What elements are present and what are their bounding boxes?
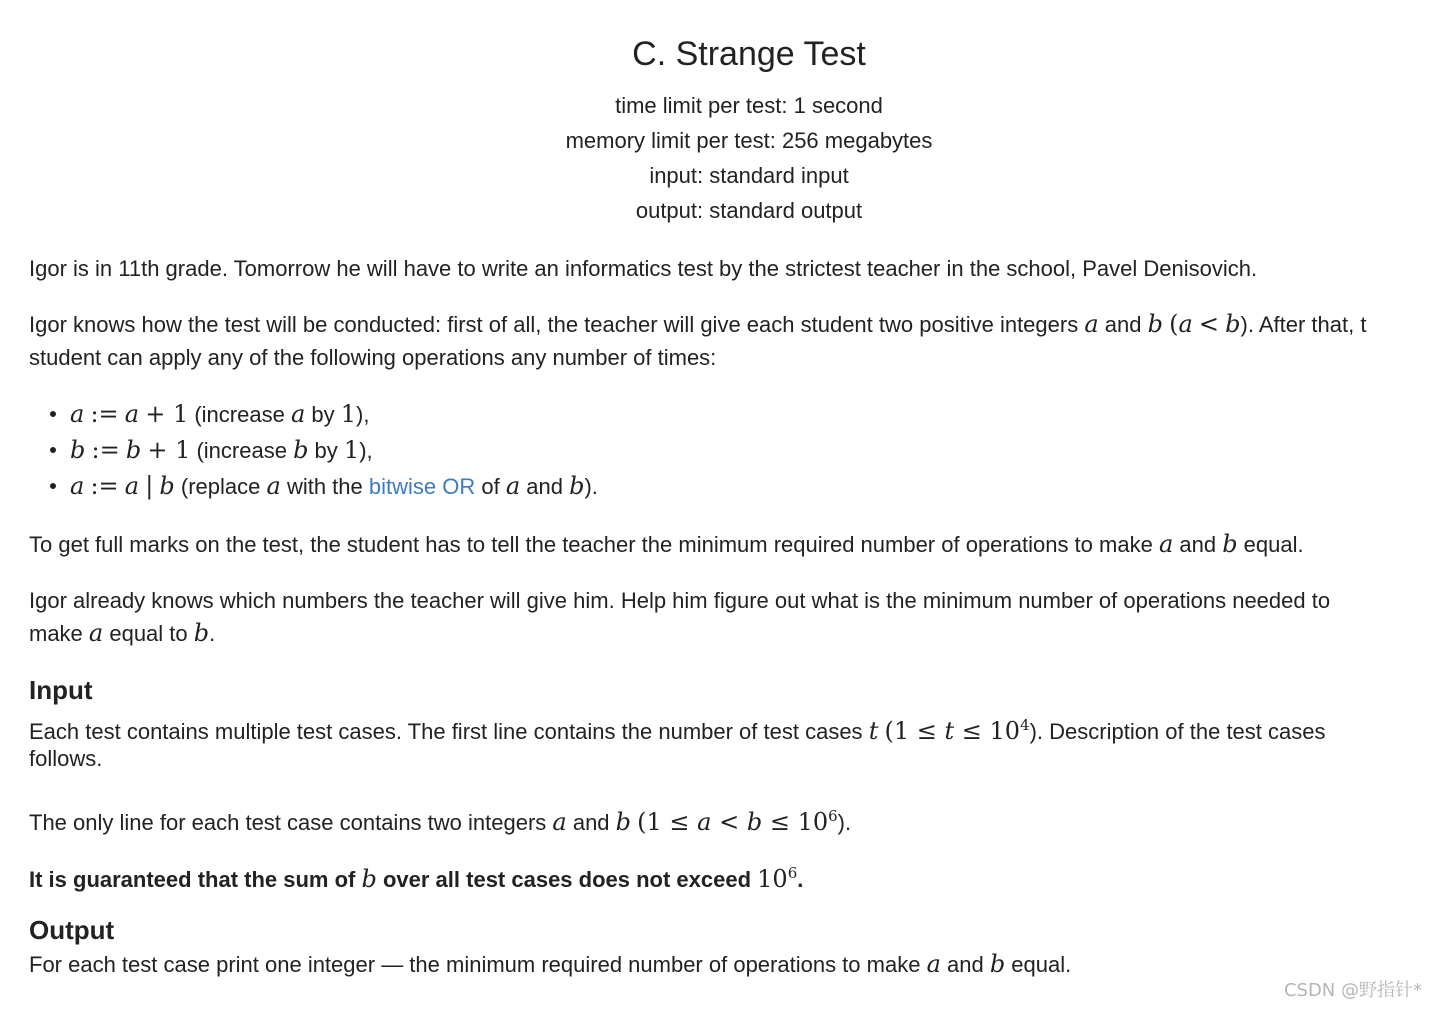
statement-paragraph-3: To get full marks on the test, the student has to tell the teacher the minimum required number of operations to make a and b equal.: [29, 530, 1304, 558]
problem-title: C. Strange Test: [632, 35, 866, 73]
statement-paragraph-2-line-2: student can apply any of the following operations any number of times:: [29, 345, 717, 370]
list-item: b := b + 1 (increase b by 1),: [70, 432, 598, 468]
statement-paragraph-4-line-2: make a equal to b.: [29, 619, 216, 647]
output-heading: Output: [29, 915, 115, 945]
list-item: a := a | b (replace a with the bitwise OR of a and b).: [70, 468, 598, 504]
output-paragraph-1: For each test case print one integer — the minimum required number of operations to make a and b equal.: [29, 950, 1072, 978]
output-spec: output: standard output: [635, 198, 863, 223]
statement-paragraph-1: Igor is in 11th grade. Tomorrow he will have to write an informatics test by the strictest teacher in the school, Pavel Denisovich.: [29, 256, 1258, 281]
input-paragraph-1: Each test contains multiple test cases. The first line contains the number of test cases t $(1 \le t \le 10^4)$. Description of the test cases: [29, 716, 1326, 745]
statement-paragraph-2: Igor knows how the test will be conducted: first of all, the teacher will give each student two positive integers a and b (a < b). After that, t: [29, 310, 1367, 338]
input-paragraph-2: The only line for each test case contains two integers a and b $(1 \le a < b \le 10^6)$.: [29, 807, 852, 836]
input-paragraph-1-line-2: follows.: [29, 746, 103, 771]
input-guarantee: It is guaranteed that the sum of b over all test cases does not exceed $10^6$.: [29, 864, 804, 893]
input-heading: Input: [29, 675, 93, 705]
bitwise-or-link[interactable]: bitwise OR: [368, 474, 476, 499]
csdn-watermark: CSDN @野指针*: [1283, 980, 1422, 1001]
input-spec: input: standard input: [649, 163, 849, 188]
time-limit: time limit per test: 1 second: [615, 93, 883, 118]
memory-limit: memory limit per test: 256 megabytes: [565, 128, 933, 153]
operations-list: [29, 396, 598, 504]
problem-header: [29, 0, 1436, 230]
statement-paragraph-4: Igor already knows which numbers the teacher will give him. Help him figure out what is the minimum number of operations needed to: [29, 588, 1331, 613]
list-item: a := a + 1 (increase a by 1),: [70, 396, 598, 432]
